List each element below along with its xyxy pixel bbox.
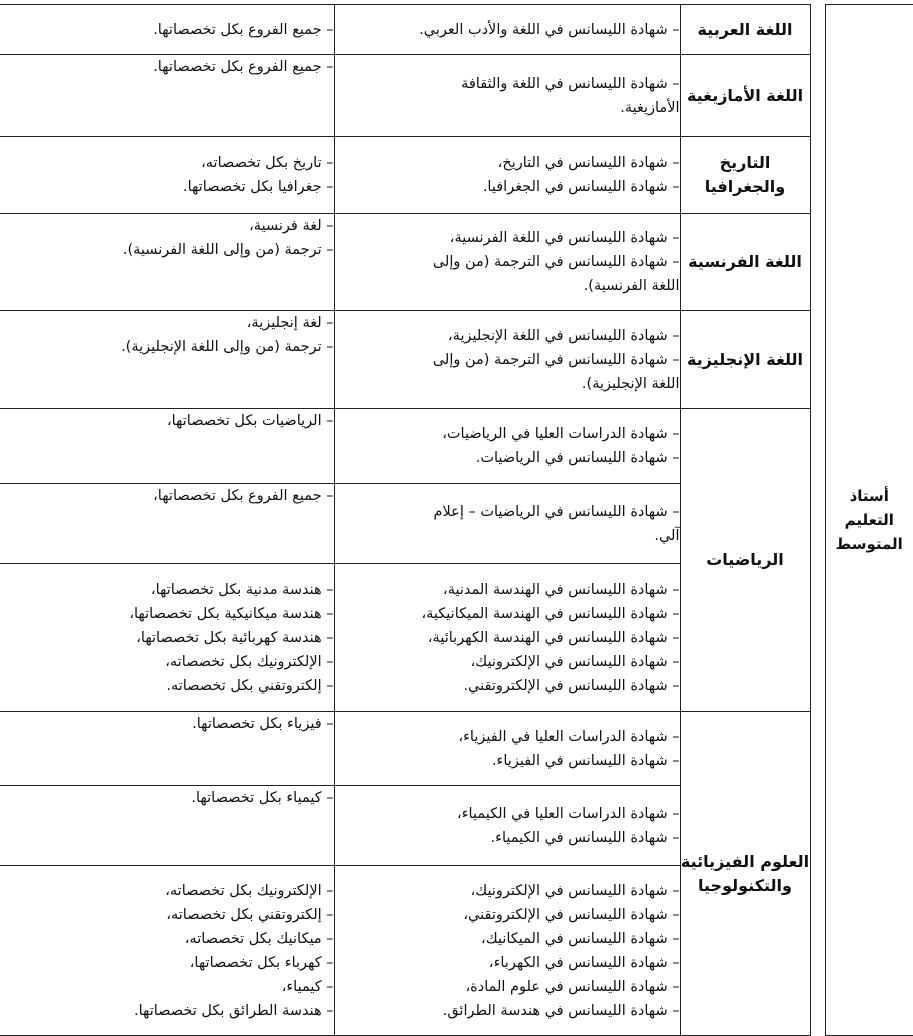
degrees-cell xyxy=(334,409,680,484)
text-line: – شهادة الليسانس في الرياضيات. xyxy=(475,450,680,466)
text-line: – هندسة كهربائية بكل تخصصاتها، xyxy=(136,629,334,646)
subject-arabic: اللغة العربية xyxy=(680,5,810,55)
gap-column xyxy=(810,5,825,1036)
text-line: – لغة فرنسية، xyxy=(249,218,334,234)
text-line: – الإلكترونيك بكل تخصصاته، xyxy=(165,882,334,899)
text-line: – هندسة ميكانيكية بكل تخصصاتها، xyxy=(129,605,334,622)
specialties-cell xyxy=(0,311,334,409)
text-line: – هندسة الطرائق بكل تخصصاتها. xyxy=(134,1002,334,1019)
subject-french: اللغة الفرنسية xyxy=(680,214,810,311)
qualifications-table xyxy=(0,4,913,1036)
specialties-cell xyxy=(0,409,334,484)
text-line: اللغة الفرنسية). xyxy=(583,278,680,294)
degrees-cell xyxy=(334,564,680,712)
table-row xyxy=(0,712,913,786)
text-line: – فيزياء بكل تخصصاتها. xyxy=(192,716,334,732)
text-line: – شهادة الليسانس في الإلكتروتقني، xyxy=(463,906,680,923)
text-line: – شهادة الليسانس في الإلكترونيك، xyxy=(470,882,680,899)
text-line: – شهادة الليسانس في التاريخ، xyxy=(497,155,680,171)
subject-physics: العلوم الفيزيائية والتكنولوجيا xyxy=(680,712,810,1036)
text-line: – شهادة الليسانس في الهندسة الكهربائية، xyxy=(427,629,680,646)
text-line: – تاريخ بكل تخصصاته، xyxy=(201,155,334,171)
text-line: – ترجمة (من وإلى اللغة الفرنسية). xyxy=(122,242,334,258)
degrees-cell xyxy=(334,55,680,137)
text-line: – كهرباء بكل تخصصاتها، xyxy=(189,954,334,971)
specialties-cell xyxy=(0,55,334,137)
text-line: – ميكانيك بكل تخصصاته، xyxy=(184,930,334,947)
text-line: – كيمياء بكل تخصصاتها. xyxy=(191,790,334,806)
degrees-cell xyxy=(334,311,680,409)
text-line: – الرياضيات بكل تخصصاتها، xyxy=(166,413,334,429)
text-line: اللغة الإنجليزية). xyxy=(581,375,680,392)
text-line: – شهادة الدراسات العليا في الرياضيات، xyxy=(442,426,680,442)
text-line: – شهادة الليسانس في اللغة الإنجليزية، xyxy=(448,327,680,344)
text-line: – إلكتروتقني بكل تخصصاته، xyxy=(166,906,334,923)
text-line: – جميع الفروع بكل تخصصاتها. xyxy=(153,59,334,75)
rank-label: أستاذ التعليم المتوسط xyxy=(835,487,903,553)
text-line: – شهادة الليسانس في اللغة الفرنسية، xyxy=(449,230,680,246)
subject-amazigh: اللغة الأمازيغية xyxy=(680,55,810,137)
specialties-cell xyxy=(0,564,334,712)
degrees-cell xyxy=(334,712,680,786)
table-row xyxy=(0,311,913,409)
specialties-cell xyxy=(0,137,334,214)
rank-cell xyxy=(825,5,913,1036)
text-line: – شهادة الدراسات العليا في الكيمياء، xyxy=(457,805,680,822)
text-line: – الإلكترونيك بكل تخصصاته، xyxy=(165,653,334,670)
text-line: – شهادة الليسانس في الإلكترونيك، xyxy=(470,653,680,670)
table-row xyxy=(0,5,913,55)
specialties-cell xyxy=(0,484,334,564)
text-line: – شهادة الدراسات العليا في الفيزياء، xyxy=(458,728,680,745)
text-line: – شهادة الليسانس في الجغرافيا. xyxy=(482,179,680,195)
text-line: آلي. xyxy=(654,527,680,544)
subject-math: الرياضيات xyxy=(680,409,810,712)
text-line: – شهادة الليسانس في الكيمياء. xyxy=(490,829,680,846)
text-line: – شهادة الليسانس في الهندسة المدنية، xyxy=(443,581,680,598)
degrees-cell xyxy=(334,484,680,564)
specialties-cell xyxy=(0,712,334,786)
text-line: – شهادة الليسانس في الكهرباء، xyxy=(488,954,680,971)
text-line: – شهادة الليسانس في هندسة الطرائق. xyxy=(442,1002,680,1019)
text-line: – كيمياء، xyxy=(281,978,334,995)
text-line: – شهادة الليسانس في الميكانيك، xyxy=(481,930,680,947)
text-line: – جغرافيا بكل تخصصاتها. xyxy=(182,179,334,195)
text-line: – شهادة الليسانس في اللغة والأدب العربي. xyxy=(419,21,680,38)
table-row xyxy=(0,55,913,137)
specialties-cell xyxy=(0,5,334,55)
degrees-cell xyxy=(334,137,680,214)
table-row xyxy=(0,214,913,311)
text-line: – شهادة الليسانس في الرياضيات – إعلام xyxy=(433,503,680,520)
degrees-cell xyxy=(334,214,680,311)
degrees-cell xyxy=(334,5,680,55)
text-line: – هندسة مدنية بكل تخصصاتها، xyxy=(150,581,334,598)
text-line: – شهادة الليسانس في الفيزياء. xyxy=(491,752,680,769)
text-line: – شهادة الليسانس في علوم المادة، xyxy=(465,978,680,995)
text-line: – جميع الفروع بكل تخصصاتها، xyxy=(153,488,334,504)
subject-english: اللغة الإنجليزية xyxy=(680,311,810,409)
degrees-cell xyxy=(334,866,680,1036)
text-line: – شهادة الليسانس في اللغة والثقافة xyxy=(461,75,680,92)
specialties-cell xyxy=(0,786,334,866)
text-line: – لغة إنجليزية، xyxy=(246,315,334,331)
text-line: – شهادة الليسانس في الترجمة (من وإلى xyxy=(432,254,680,270)
text-line: الأمازيغية. xyxy=(620,99,680,116)
text-line: – شهادة الليسانس في الترجمة (من وإلى xyxy=(432,351,680,368)
text-line: – إلكتروتقني بكل تخصصاته. xyxy=(166,677,334,694)
specialties-cell xyxy=(0,866,334,1036)
subject-history: التاريخ والجغرافيا xyxy=(680,137,810,214)
specialties-cell xyxy=(0,214,334,311)
text-line: – شهادة الليسانس في الهندسة الميكانيكية، xyxy=(421,605,680,622)
text-line: – ترجمة (من وإلى اللغة الإنجليزية). xyxy=(121,339,334,355)
text-line: – جميع الفروع بكل تخصصاتها. xyxy=(153,21,334,38)
text-line: – شهادة الليسانس في الإلكتروتقني. xyxy=(463,677,680,694)
degrees-cell xyxy=(334,786,680,866)
table-row xyxy=(0,409,913,484)
table-row xyxy=(0,137,913,214)
